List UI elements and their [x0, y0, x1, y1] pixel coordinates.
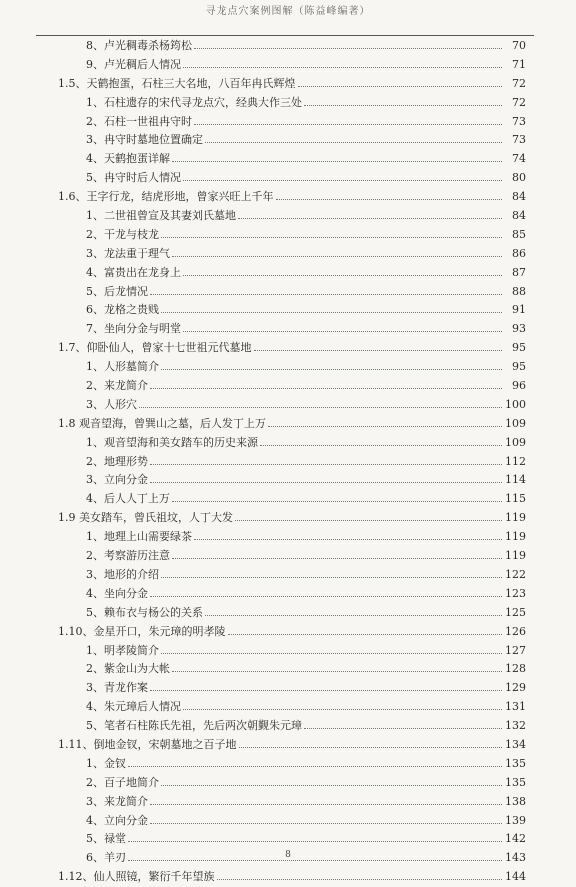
dot-leader: [194, 124, 502, 125]
toc-subsection-entry[interactable]: [58, 150, 526, 169]
toc-section-entry[interactable]: [58, 623, 526, 642]
dot-leader: [304, 105, 502, 106]
toc-entry-page-number: 95: [512, 341, 526, 355]
toc-entry-page-number: 73: [512, 114, 526, 128]
toc-entry-title: 3、冉守时墓地位置确定: [86, 133, 203, 147]
dot-leader: [161, 785, 502, 786]
toc-entry-page-number: 144: [505, 870, 526, 884]
dot-leader: [172, 161, 502, 162]
running-header: 寻龙点穴案例图解（陈益峰编著）: [205, 6, 371, 17]
toc-entry-title: 5、赖布衣与杨公的关系: [86, 605, 203, 619]
toc-entry-page-number: 85: [512, 227, 526, 241]
dot-leader: [260, 445, 502, 446]
dot-leader: [161, 577, 502, 578]
toc-subsection-entry[interactable]: [58, 226, 526, 245]
toc-entry-title: 1.12、仙人照镜，繁衍千年望族: [58, 870, 215, 884]
dot-leader: [183, 275, 502, 276]
dot-leader: [228, 634, 503, 635]
toc-entry-title: 1.8 观音望海，曾巽山之墓，后人发丁上万: [58, 416, 266, 430]
toc-entry-title: 3、地形的介绍: [86, 567, 159, 581]
toc-subsection-entry[interactable]: [58, 717, 526, 736]
toc-entry-title: 1、金钗: [86, 756, 126, 770]
toc-entry-title: 6、龙格之贵贱: [86, 303, 159, 317]
dot-leader: [238, 218, 502, 219]
toc-entry-page-number: 109: [505, 416, 526, 430]
toc-subsection-entry[interactable]: [58, 396, 526, 415]
toc-subsection-entry[interactable]: [58, 566, 526, 585]
toc-entry-title: 4、坐向分金: [86, 586, 148, 600]
toc-entry-page-number: 72: [512, 76, 526, 90]
toc-entry-title: 8、卢光稠毒杀杨筠松: [86, 39, 192, 52]
toc-entry-title: 1、石柱遗存的宋代寻龙点穴，经典大作三处: [86, 95, 302, 109]
header-rule: [36, 35, 534, 36]
toc-entry-page-number: 119: [505, 511, 526, 525]
dot-leader: [304, 728, 502, 729]
dot-leader: [194, 539, 502, 540]
dot-leader: [150, 294, 502, 295]
toc-entry-title: 5、禄堂: [86, 832, 126, 846]
toc-entry-page-number: 129: [505, 681, 526, 695]
toc-entry-title: 2、来龙简介: [86, 379, 148, 393]
toc-entry-page-number: 127: [505, 643, 526, 657]
toc-entry-title: 5、冉守时后人情况: [86, 171, 181, 185]
toc-entry-title: 2、百子地简介: [86, 775, 159, 789]
dot-leader: [161, 369, 502, 370]
toc-entry-title: 4、立向分金: [86, 813, 148, 827]
toc-entry-page-number: 119: [505, 549, 526, 563]
toc-entry-page-number: 128: [505, 662, 526, 676]
dot-leader: [150, 596, 502, 597]
toc-entry-title: 7、坐向分金与明堂: [86, 322, 181, 336]
toc-entry-page-number: 84: [512, 190, 526, 204]
toc-entry-title: 1.5、天鹤抱蛋，石柱三大名地，八百年冉氏辉煌: [58, 76, 296, 90]
toc-entry-title: 3、青龙作案: [86, 681, 148, 695]
toc-entry-page-number: 142: [505, 832, 526, 846]
dot-leader: [205, 615, 502, 616]
dot-leader: [161, 237, 502, 238]
toc-subsection-entry[interactable]: [58, 377, 526, 396]
toc-subsection-entry[interactable]: [58, 37, 526, 56]
toc-entry-title: 2、紫金山为大帐: [86, 662, 170, 676]
toc-entry-title: 6、羊刃: [86, 851, 126, 865]
toc-subsection-entry[interactable]: [58, 547, 526, 566]
toc-entry-title: 1、二世祖曾宣及其妻刘氏墓地: [86, 209, 236, 223]
toc-entry-page-number: 73: [512, 133, 526, 147]
toc-entry-title: 1、人形墓简介: [86, 360, 159, 374]
dot-leader: [172, 558, 502, 559]
table-of-contents: [58, 37, 526, 887]
toc-section-entry[interactable]: [58, 188, 526, 207]
toc-entry-page-number: 93: [512, 322, 526, 336]
dot-leader: [276, 199, 503, 200]
toc-entry-page-number: 86: [512, 246, 526, 260]
toc-subsection-entry[interactable]: [58, 490, 526, 509]
toc-subsection-entry[interactable]: [58, 453, 526, 472]
toc-entry-title: 3、人形穴: [86, 397, 137, 411]
toc-subsection-entry[interactable]: [58, 358, 526, 377]
toc-subsection-entry[interactable]: [58, 301, 526, 320]
toc-entry-page-number: 74: [512, 152, 526, 166]
toc-subsection-entry[interactable]: [58, 642, 526, 661]
toc-entry-page-number: 100: [505, 397, 526, 411]
toc-entry-title: 2、石柱一世祖冉守时: [86, 114, 192, 128]
dot-leader: [150, 464, 502, 465]
toc-subsection-entry[interactable]: [58, 320, 526, 339]
toc-subsection-entry[interactable]: [58, 207, 526, 226]
dot-leader: [161, 653, 502, 654]
toc-entry-page-number: 135: [505, 756, 526, 770]
dot-leader: [235, 520, 502, 521]
toc-entry-title: 1、地理上山需要绿茶: [86, 530, 192, 544]
toc-subsection-entry[interactable]: [58, 283, 526, 302]
toc-entry-page-number: 119: [505, 530, 526, 544]
toc-entry-title: 1、观音望海和美女踏车的历史来源: [86, 435, 258, 449]
toc-entry-page-number: 134: [505, 737, 526, 751]
toc-entry-page-number: 122: [505, 567, 526, 581]
toc-entry-page-number: 71: [512, 57, 526, 71]
dot-leader: [183, 709, 502, 710]
toc-entry-page-number: 112: [505, 454, 526, 468]
dot-leader: [298, 86, 503, 87]
toc-entry-title: 3、立向分金: [86, 473, 148, 487]
toc-entry-title: 1.7、仰卧仙人，曾家十七世祖元代墓地: [58, 341, 252, 355]
toc-entry-page-number: 139: [505, 813, 526, 827]
dot-leader: [128, 841, 502, 842]
toc-entry-page-number: 131: [505, 700, 526, 714]
toc-entry-page-number: 115: [505, 492, 526, 506]
toc-entry-title: 4、朱元璋后人情况: [86, 700, 181, 714]
dot-leader: [194, 48, 502, 49]
toc-entry-title: 3、龙法重于理气: [86, 246, 170, 260]
toc-section-entry[interactable]: [58, 339, 526, 358]
dot-leader: [128, 860, 502, 861]
toc-subsection-entry[interactable]: [58, 679, 526, 698]
toc-entry-title: 2、地理形势: [86, 454, 148, 468]
toc-entry-page-number: 138: [505, 794, 526, 808]
toc-entry-title: 4、富贵出在龙身上: [86, 265, 181, 279]
dot-leader: [254, 350, 503, 351]
toc-entry-title: 9、卢光稠后人情况: [86, 57, 181, 71]
toc-subsection-entry[interactable]: [58, 169, 526, 188]
toc-subsection-entry[interactable]: [58, 585, 526, 604]
toc-subsection-entry[interactable]: [58, 245, 526, 264]
toc-entry-page-number: 135: [505, 775, 526, 789]
dot-leader: [128, 766, 502, 767]
dot-leader: [150, 388, 502, 389]
toc-entry-page-number: 87: [512, 265, 526, 279]
toc-entry-page-number: 88: [512, 284, 526, 298]
dot-leader: [205, 142, 502, 143]
toc-subsection-entry[interactable]: [58, 94, 526, 113]
dot-leader: [139, 407, 502, 408]
toc-entry-page-number: 84: [512, 209, 526, 223]
toc-subsection-entry[interactable]: [58, 793, 526, 812]
toc-section-entry[interactable]: [58, 415, 526, 434]
dot-leader: [150, 690, 502, 691]
toc-entry-title: 1.10、金星开口，朱元璋的明孝陵: [58, 624, 226, 638]
toc-entry-title: 2、考察游历注意: [86, 549, 170, 563]
dot-leader: [150, 482, 502, 483]
toc-entry-page-number: 114: [505, 473, 526, 487]
toc-subsection-entry[interactable]: [58, 830, 526, 849]
toc-entry-title: 4、后人人丁上万: [86, 492, 170, 506]
toc-section-entry[interactable]: [58, 509, 526, 528]
toc-entry-title: 2、干龙与枝龙: [86, 227, 159, 241]
page-number: 8: [285, 850, 291, 858]
dot-leader: [161, 312, 502, 313]
dot-leader: [172, 671, 502, 672]
toc-subsection-entry[interactable]: [58, 113, 526, 132]
toc-entry-page-number: 96: [512, 379, 526, 393]
toc-entry-title: 1.9 美女踏车，曾氏祖坟，人丁大发: [58, 511, 233, 525]
dot-leader: [172, 501, 502, 502]
toc-subsection-entry[interactable]: [58, 528, 526, 547]
toc-entry-title: 5、笔者石柱陈氏先祖，先后两次朝觐朱元璋: [86, 719, 302, 733]
toc-entry-page-number: 72: [512, 95, 526, 109]
dot-leader: [183, 67, 502, 68]
toc-subsection-entry[interactable]: [58, 755, 526, 774]
toc-entry-page-number: 123: [505, 586, 526, 600]
dot-leader: [239, 747, 503, 748]
toc-subsection-entry[interactable]: [58, 604, 526, 623]
toc-subsection-entry[interactable]: [58, 264, 526, 283]
toc-entry-page-number: 80: [512, 171, 526, 185]
toc-entry-page-number: 143: [505, 851, 526, 865]
dot-leader: [172, 256, 502, 257]
toc-entry-title: 1.6、王字行龙，结虎形地，曾家兴旺上千年: [58, 190, 274, 204]
toc-entry-page-number: 109: [505, 435, 526, 449]
toc-section-entry[interactable]: [58, 736, 526, 755]
dot-leader: [268, 426, 502, 427]
toc-entry-title: 1、明孝陵简介: [86, 643, 159, 657]
toc-subsection-entry[interactable]: [58, 812, 526, 831]
toc-entry-page-number: 125: [505, 605, 526, 619]
toc-entry-page-number: 70: [512, 39, 526, 52]
toc-section-entry[interactable]: [58, 868, 526, 887]
dot-leader: [150, 804, 502, 805]
toc-entry-page-number: 126: [505, 624, 526, 638]
dot-leader: [183, 180, 502, 181]
toc-subsection-entry[interactable]: [58, 660, 526, 679]
toc-entry-title: 4、天鹤抱蛋详解: [86, 152, 170, 166]
toc-entry-page-number: 132: [505, 719, 526, 733]
toc-entry-title: 3、来龙简介: [86, 794, 148, 808]
toc-subsection-entry[interactable]: [58, 774, 526, 793]
dot-leader: [183, 331, 502, 332]
toc-subsection-entry[interactable]: [58, 434, 526, 453]
dot-leader: [150, 823, 502, 824]
toc-subsection-entry[interactable]: [58, 56, 526, 75]
toc-section-entry[interactable]: [58, 75, 526, 94]
toc-subsection-entry[interactable]: [58, 698, 526, 717]
toc-subsection-entry[interactable]: [58, 471, 526, 490]
toc-subsection-entry[interactable]: [58, 131, 526, 150]
toc-entry-title: 5、后龙情况: [86, 284, 148, 298]
dot-leader: [217, 879, 503, 880]
toc-entry-page-number: 95: [512, 360, 526, 374]
toc-entry-title: 1.11、倒地金钗，宋朝墓地之百子地: [58, 737, 237, 751]
toc-entry-page-number: 91: [512, 303, 526, 317]
